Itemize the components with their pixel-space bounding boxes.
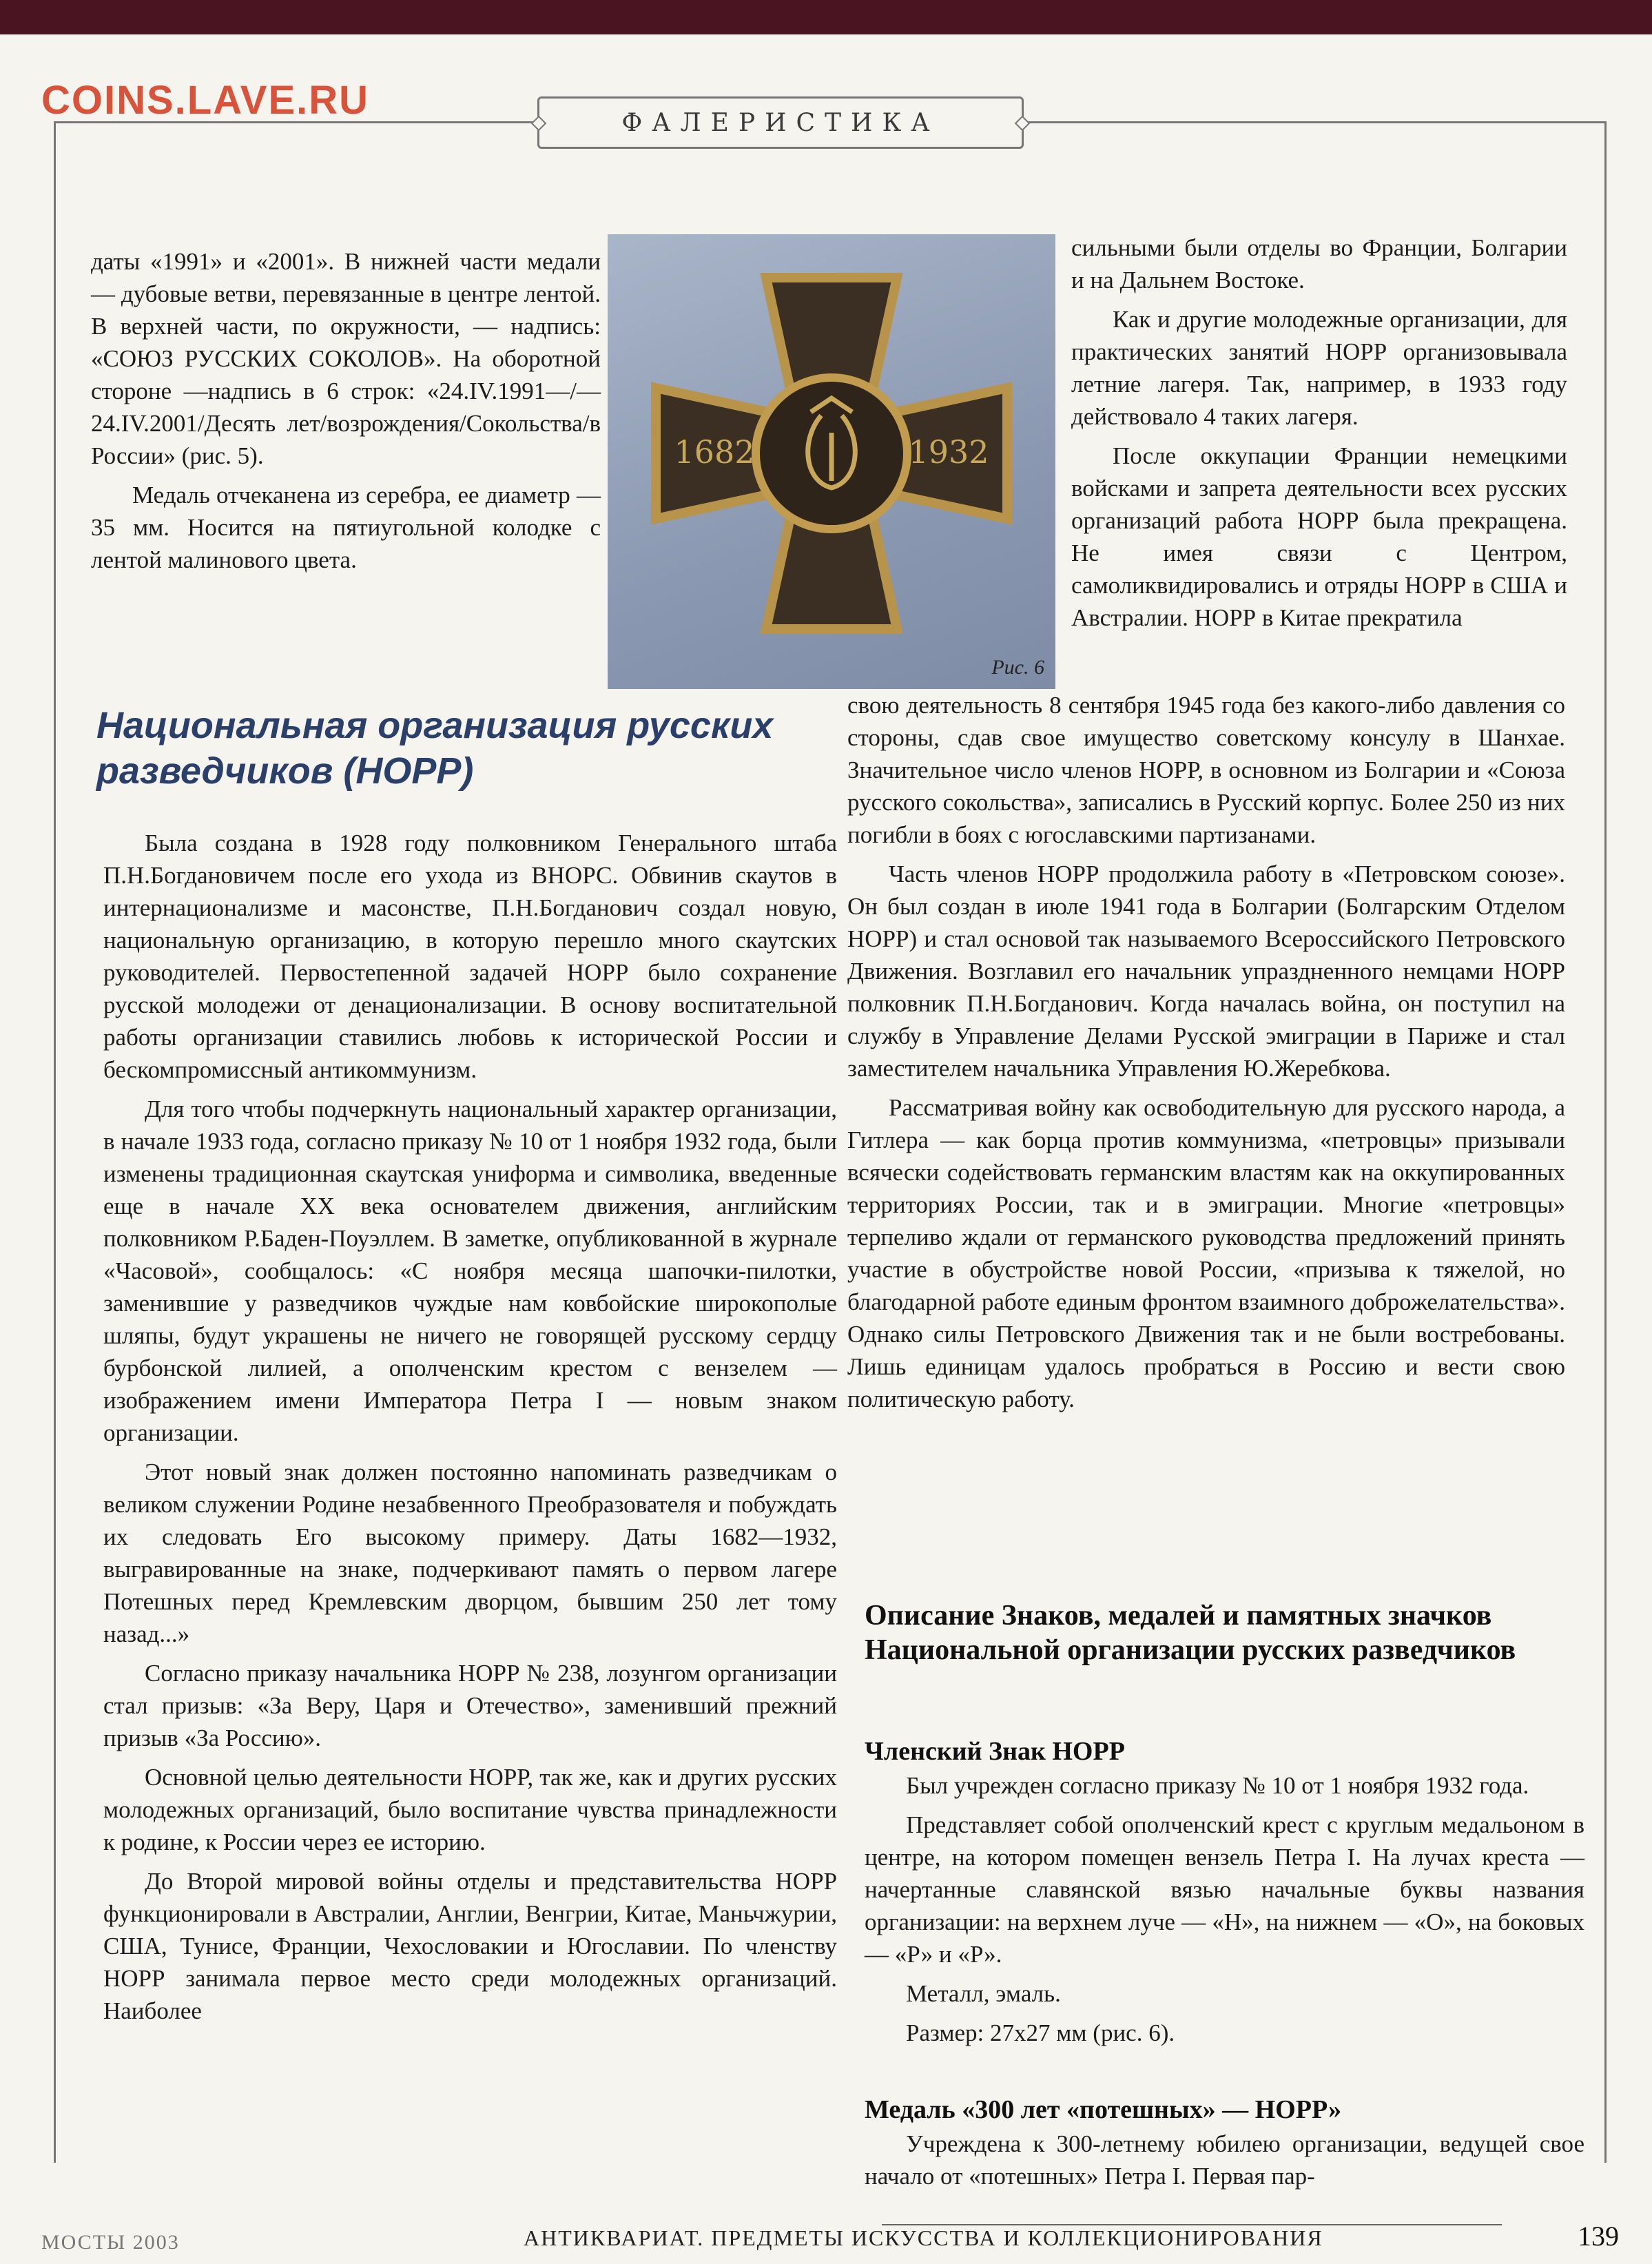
footer-issue: МОСТЫ 2003 xyxy=(41,2231,180,2254)
badge-photo xyxy=(608,234,1055,689)
paragraph: Была создана в 1928 году полковником Генерального штаба П.Н.Богдановичем после его ухода из ВНОРС. Обвинив скаутов в интернационализме и масонстве, П.Н.Богданович создал новую, национальную организацию, в которую перешло много скаутских руководителей. Первостепенной задачей НОРР было сохранение русской молодежи от денационализации. В основу воспитательной работы организации ставились любовь к исторической России и бескомпромиссный антикоммунизм. xyxy=(103,830,837,1083)
section-tag: ФАЛЕРИСТИКА xyxy=(537,96,1024,149)
figure-caption: Рис. 6 xyxy=(991,656,1044,679)
paragraph: Учреждена к 300-летнему юбилею организации, ведущей свое начало от «потешных» Петра I. Первая пар- xyxy=(865,2130,1584,2190)
right-top-column xyxy=(1071,231,1567,641)
footer-rule xyxy=(882,2224,1502,2225)
norr-cross-badge-image xyxy=(608,234,1055,689)
badge-year-right: 1932 xyxy=(908,433,989,471)
paragraph: сильными были отделы во Франции, Болгарии и на Дальнем Востоке. xyxy=(1071,234,1567,294)
badge-year-left: 1682 xyxy=(674,433,755,471)
member-badge-text xyxy=(865,1769,1584,2056)
paragraph: Этот новый знак должен постоянно напоминать разведчикам о великом служении Родине незабвенного Преобразователя и побуждать их следовать Его высокому примеру. Даты 1682—1932, выгравированные на знаке, подчеркивают память о первом лагере Потешных перед Кремлевским дворцом, бывшим 250 лет тому назад...» xyxy=(103,1459,837,1647)
paragraph: Рассматривая войну как освободительную для русского народа, а Гитлера — как борца против коммунизма, «петровцы» призывали всячески содействовать германским властям как на оккупированных территориях России, так и в эмиграции. Многие «петровцы» терпеливо ждали от германского руководства предложений принять участие в обустройстве новой России, «призыва к тяжелой, но благодарной работе единым фронтом взаимного доброжелательства». Однако силы Петровского Движения так и не были востребованы. Лишь единицам удалось пробраться в Россию и вести свою политическую работу. xyxy=(847,1094,1565,1412)
paragraph: Был учрежден согласно приказу № 10 от 1 ноября 1932 года. xyxy=(906,1772,1529,1799)
article-heading: Национальная организация русских разведчиков (НОРР) xyxy=(96,705,774,792)
paragraph: Основной целью деятельности НОРР, так же, как и других русских молодежных организаций, было воспитание чувства принадлежности к родине, к России через ее историю. xyxy=(103,1764,837,1855)
paragraph: Согласно приказу начальника НОРР № 238, лозунгом организации стал призыв: «За Веру, Царя и Отечество», заменивший прежний призыв «За Россию». xyxy=(103,1660,837,1751)
member-badge-heading: Членский Знак НОРР xyxy=(865,1737,1125,1766)
left-top-column xyxy=(91,245,601,583)
paragraph: Размер: 27х27 мм (рис. 6). xyxy=(906,2019,1175,2046)
paragraph: Представляет собой ополченский крест с круглым медальоном в центре, на котором помещен вензель Петра I. На лучах креста — начертанные славянской вязью начальные буквы названия организации: на верхнем луче — «Н», на нижнем — «О», на боковых — «Р» и «Р». xyxy=(865,1811,1584,1968)
section-subheading: Описание Знаков, медалей и памятных значков Национальной организации русских разведчиков xyxy=(865,1600,1516,1666)
medal-heading: Медаль «300 лет «потешных» — НОРР» xyxy=(865,2095,1342,2124)
footer-title: АНТИКВАРИАТ. ПРЕДМЕТЫ ИСКУССТВА И КОЛЛЕКЦИОНИРОВАНИЯ xyxy=(524,2225,1323,2250)
left-column xyxy=(103,827,837,2034)
page-number: 139 xyxy=(1578,2221,1619,2252)
paragraph: Как и другие молодежные организации, для практических занятий НОРР организовывала летние лагеря. Так, например, в 1933 году действовало 4 таких лагеря. xyxy=(1071,306,1567,430)
paragraph: Для того чтобы подчеркнуть национальный характер организации, в начале 1933 года, согласно приказу № 10 от 1 ноября 1932 года, были изменены традиционная скаутская униформа и символика, введенные еще в начале XX века основателем движения, английским полковником Р.Баден-Поуэллем. В заметке, опубликованной в журнале «Часовой», сообщалось: «С ноября месяца шапочки-пилотки, заменившие у разведчиков чуждые нам ковбойские широкополые шляпы, будут украшены не ничего не говорящей русскому сердцу бурбонской лилией, а ополченским крестом с вензелем — изображением имени Императора Петра I — новым знаком организации. xyxy=(103,1095,837,1446)
paragraph: даты «1991» и «2001». В нижней части медали — дубовые ветви, перевязанные в центре лентой. В верхней части, по окружности, — надпись: «СОЮЗ РУССКИХ СОКОЛОВ». На оборотной стороне —надпись в 6 строк: «24.IV.1991—/—24.IV.2001/Десять лет/возрождения/Сокольства/в России» (рис. 5). xyxy=(91,248,601,469)
top-color-bar xyxy=(0,0,1652,34)
paragraph: свою деятельность 8 сентября 1945 года без какого-либо давления со стороны, сдав свое имущество советскому консулу в Шанхае. Значительное число членов НОРР, в основном из Болгарии и «Союза русского сокольства», записались в Русский корпус. Более 250 из них погибли в боях с югославскими партизанами. xyxy=(847,692,1565,848)
paragraph: Часть членов НОРР продолжила работу в «Петровском союзе». Он был создан в июле 1941 года в Болгарии (Болгарским Отделом НОРР) и стал основой так называемого Всероссийского Петровского Движения. Возглавил его начальник упраздненного немцами НОРР полковник П.Н.Богданович. Когда началась война, он поступил на службу в Управление Делами Русской эмиграции в Париже и стал заместителем начальника Управления Ю.Жеребкова. xyxy=(847,861,1565,1082)
paragraph: После оккупации Франции немецкими войсками и запрета деятельности всех русских организаций работа НОРР была прекращена. Не имея связи с Центром, самоликвидировались и отряды НОРР в США и Австралии. НОРР в Китае прекратила xyxy=(1071,442,1567,631)
paragraph: Металл, эмаль. xyxy=(906,1980,1061,2007)
right-column xyxy=(847,689,1565,1422)
paragraph: Медаль отчеканена из серебра, ее диаметр — 35 мм. Носится на пятиугольной колодке с лентой малинового цвета. xyxy=(91,482,601,573)
medal-text xyxy=(865,2128,1584,2199)
watermark: COINS.LAVE.RU xyxy=(41,78,370,123)
paragraph: До Второй мировой войны отделы и представительства НОРР функционировали в Австралии, Англии, Венгрии, Китае, Маньчжурии, США, Тунисе, Франции, Чехословакии и Югославии. По членству НОРР занимала первое место среди молодежных организаций. Наиболее xyxy=(103,1868,837,2024)
